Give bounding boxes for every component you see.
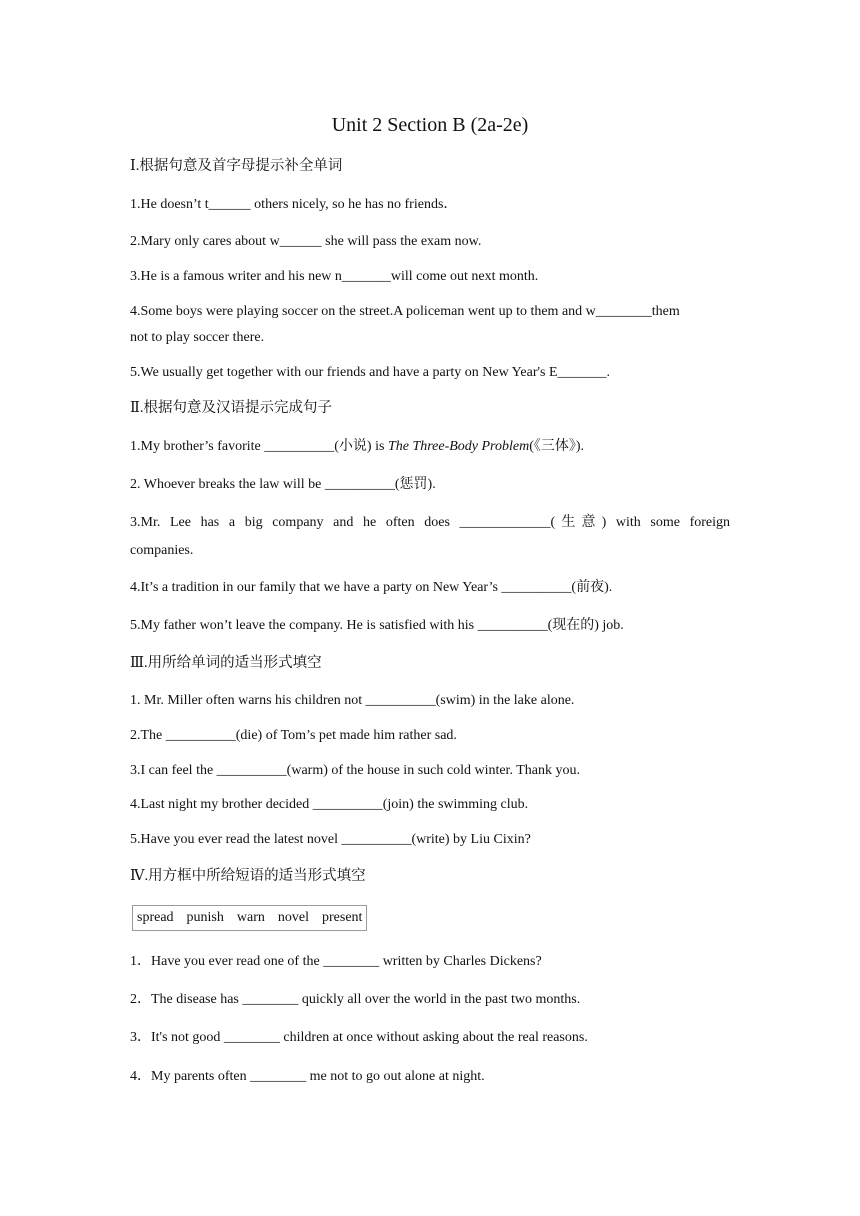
- word-bank-word: warn: [236, 910, 265, 925]
- s1-item-4-cont: not to play soccer there.: [130, 330, 265, 345]
- s2-item-1: [130, 437, 730, 457]
- s2-item-1-pre: 1.My brother’s favorite __________(小说) is: [130, 439, 388, 454]
- s4-item-3: 3．It's not good ________ children at once without asking about the real reasons.: [130, 1030, 588, 1045]
- section-1-heading: Ⅰ.根据句意及首字母提示补全单词: [130, 158, 343, 174]
- word-bank-word: present: [322, 910, 363, 925]
- page-title: Unit 2 Section B (2a-2e): [331, 114, 529, 136]
- s1-item-2: 2.Mary only cares about w______ she will pass the exam now.: [130, 234, 482, 249]
- s1-item-3: 3.He is a famous writer and his new n_______will come out next month.: [130, 269, 539, 284]
- s4-item-4: 4．My parents often ________ me not to go out alone at night.: [130, 1069, 485, 1084]
- word-bank-word: novel: [277, 910, 309, 925]
- word-bank-word: spread: [137, 910, 174, 925]
- section-4-heading: Ⅳ.用方框中所给短语的适当形式填空: [130, 868, 366, 884]
- s2-item-5: 5.My father won’t leave the company. He is satisfied with his __________(现在的) job.: [130, 618, 624, 633]
- s3-item-4: 4.Last night my brother decided __________(join) the swimming club.: [130, 797, 529, 812]
- section-2-heading: Ⅱ.根据句意及汉语提示完成句子: [130, 400, 332, 416]
- section-3-heading: Ⅲ.用所给单词的适当形式填空: [130, 655, 322, 671]
- s3-item-3: 3.I can feel the __________(warm) of the house in such cold winter. Thank you.: [130, 763, 580, 778]
- s2-item-2: 2. Whoever breaks the law will be __________(惩罚).: [130, 477, 436, 492]
- word-bank-word: punish: [186, 910, 224, 925]
- s2-item-4: 4.It’s a tradition in our family that we have a party on New Year’s __________(前夜).: [130, 580, 613, 595]
- s2-item-3-cont: companies.: [130, 543, 194, 558]
- s2-item-3: 3.Mr. Lee has a big company and he often does _____________(生意) with some foreign: [130, 515, 730, 530]
- s1-item-5: 5.We usually get together with our friends and have a party on New Year's E_______.: [130, 365, 611, 380]
- word-bank-box: [132, 905, 367, 931]
- s2-item-1-post: (《三体》).: [529, 439, 585, 454]
- s4-item-2: 2．The disease has ________ quickly all over the world in the past two months.: [130, 992, 581, 1007]
- s4-item-1: 1．Have you ever read one of the ________ written by Charles Dickens?: [130, 954, 542, 969]
- s1-item-4: 4.Some boys were playing soccer on the street.A policeman went up to them and w________them: [130, 304, 680, 319]
- s3-item-2: 2.The __________(die) of Tom’s pet made him rather sad.: [130, 728, 457, 743]
- s3-item-5: 5.Have you ever read the latest novel __________(write) by Liu Cixin?: [130, 832, 531, 847]
- s1-item-1: 1.He doesn’t t______ others nicely, so he has no friends．: [130, 197, 458, 212]
- s3-item-1: 1. Mr. Miller often warns his children not __________(swim) in the lake alone.: [130, 693, 575, 708]
- book-title: The Three-Body Problem: [387, 439, 530, 454]
